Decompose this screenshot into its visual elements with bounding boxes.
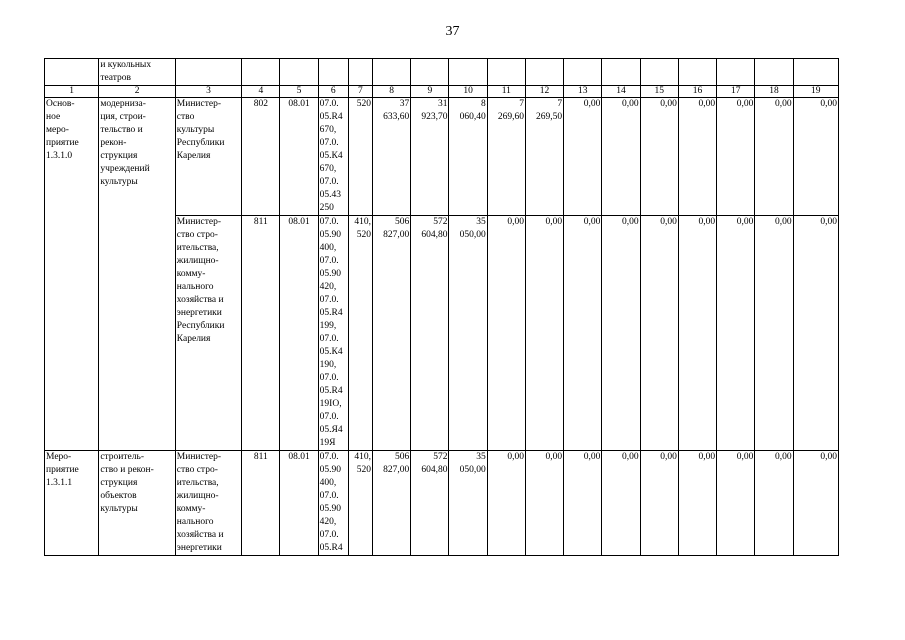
column-number: 6 <box>318 86 348 98</box>
page-number: 37 <box>445 24 460 39</box>
amount-cell: 0,00 <box>564 216 602 451</box>
column-number: 8 <box>373 86 411 98</box>
amount-cell: 8 060,40 <box>449 98 487 216</box>
column-number: 4 <box>242 86 280 98</box>
grbs-cell: 811 <box>242 216 280 451</box>
table-row <box>45 451 839 556</box>
cell-c2: и кукольных театров <box>99 59 175 86</box>
column-number: 17 <box>717 86 755 98</box>
executor-cell: Министер- ство стро- ительства, жилищно- комму- нального хозяйства и энергетики <box>175 451 241 556</box>
vr-cell: 520 <box>348 98 372 216</box>
amount-cell: 35 050,00 <box>449 451 487 556</box>
column-number: 1 <box>45 86 99 98</box>
executor-cell: Министер- ство культуры Республики Карелия <box>175 98 241 216</box>
table-row <box>45 98 839 216</box>
rzpr-cell: 08.01 <box>280 216 318 451</box>
amount-cell: 37 633,60 <box>373 98 411 216</box>
executor-cell: Министер- ство стро- ительства, жилищно- комму- нального хозяйства и энергетики Республики Карелия <box>175 216 241 451</box>
amount-cell: 0,00 <box>717 216 755 451</box>
rzpr-cell: 08.01 <box>280 451 318 556</box>
column-number: 9 <box>411 86 449 98</box>
amount-cell: 0,00 <box>525 216 563 451</box>
amount-cell: 0,00 <box>487 451 525 556</box>
column-number: 13 <box>564 86 602 98</box>
amount-cell: 572 604,80 <box>411 216 449 451</box>
vr-cell: 410, 520 <box>348 451 372 556</box>
csr-cell: 07.0. 05.R4 670, 07.0. 05.К4 670, 07.0. 05.43 250 <box>318 98 348 216</box>
column-number-row <box>45 86 839 98</box>
amount-cell: 0,00 <box>755 98 793 216</box>
amount-cell: 7 269,60 <box>487 98 525 216</box>
column-number: 19 <box>793 86 838 98</box>
amount-cell: 0,00 <box>678 98 716 216</box>
amount-cell: 572 604,80 <box>411 451 449 556</box>
column-number: 15 <box>640 86 678 98</box>
column-number: 2 <box>99 86 175 98</box>
amount-cell: 0,00 <box>525 451 563 556</box>
csr-cell: 07.0. 05.90 400, 07.0. 05.90 420, 07.0. 05.R4 <box>318 451 348 556</box>
amount-cell: 0,00 <box>678 216 716 451</box>
budget-table <box>44 58 839 556</box>
column-number: 16 <box>678 86 716 98</box>
column-number: 11 <box>487 86 525 98</box>
column-number: 5 <box>280 86 318 98</box>
amount-cell: 0,00 <box>602 451 640 556</box>
amount-cell: 0,00 <box>755 216 793 451</box>
csr-cell: 07.0. 05.90 400, 07.0. 05.90 420, 07.0. 05.R4 199, 07.0. 05.К4 190, 07.0. 05.R4 19IO, 07.0. 05.Я4 19Я <box>318 216 348 451</box>
amount-cell: 0,00 <box>755 451 793 556</box>
amount-cell: 31 923,70 <box>411 98 449 216</box>
activity-cell: Основ- ное меро- приятие 1.3.1.0 <box>45 98 99 451</box>
amount-cell: 0,00 <box>602 216 640 451</box>
rzpr-cell: 08.01 <box>280 98 318 216</box>
activity-name-cell: строитель- ство и рекон- струкция объектов культуры <box>99 451 175 556</box>
amount-cell: 0,00 <box>793 216 838 451</box>
vr-cell: 410, 520 <box>348 216 372 451</box>
amount-cell: 0,00 <box>602 98 640 216</box>
amount-cell: 7 269,50 <box>525 98 563 216</box>
amount-cell: 0,00 <box>564 451 602 556</box>
amount-cell: 0,00 <box>717 451 755 556</box>
amount-cell: 0,00 <box>793 98 838 216</box>
column-number: 18 <box>755 86 793 98</box>
amount-cell: 0,00 <box>564 98 602 216</box>
column-number: 10 <box>449 86 487 98</box>
amount-cell: 506 827,00 <box>373 451 411 556</box>
column-number: 12 <box>525 86 563 98</box>
column-number: 14 <box>602 86 640 98</box>
amount-cell: 506 827,00 <box>373 216 411 451</box>
continuation-row <box>45 59 839 86</box>
amount-cell: 0,00 <box>640 451 678 556</box>
amount-cell: 0,00 <box>640 98 678 216</box>
grbs-cell: 802 <box>242 98 280 216</box>
amount-cell: 0,00 <box>487 216 525 451</box>
amount-cell: 0,00 <box>678 451 716 556</box>
cell-c1 <box>45 59 99 86</box>
activity-name-cell: модерниза- ция, строи- тельство и рекон- струкция учреждений культуры <box>99 98 175 451</box>
column-number: 7 <box>348 86 372 98</box>
amount-cell: 0,00 <box>717 98 755 216</box>
amount-cell: 35 050,00 <box>449 216 487 451</box>
grbs-cell: 811 <box>242 451 280 556</box>
column-number: 3 <box>175 86 241 98</box>
amount-cell: 0,00 <box>793 451 838 556</box>
amount-cell: 0,00 <box>640 216 678 451</box>
activity-cell: Меро- приятие 1.3.1.1 <box>45 451 99 556</box>
